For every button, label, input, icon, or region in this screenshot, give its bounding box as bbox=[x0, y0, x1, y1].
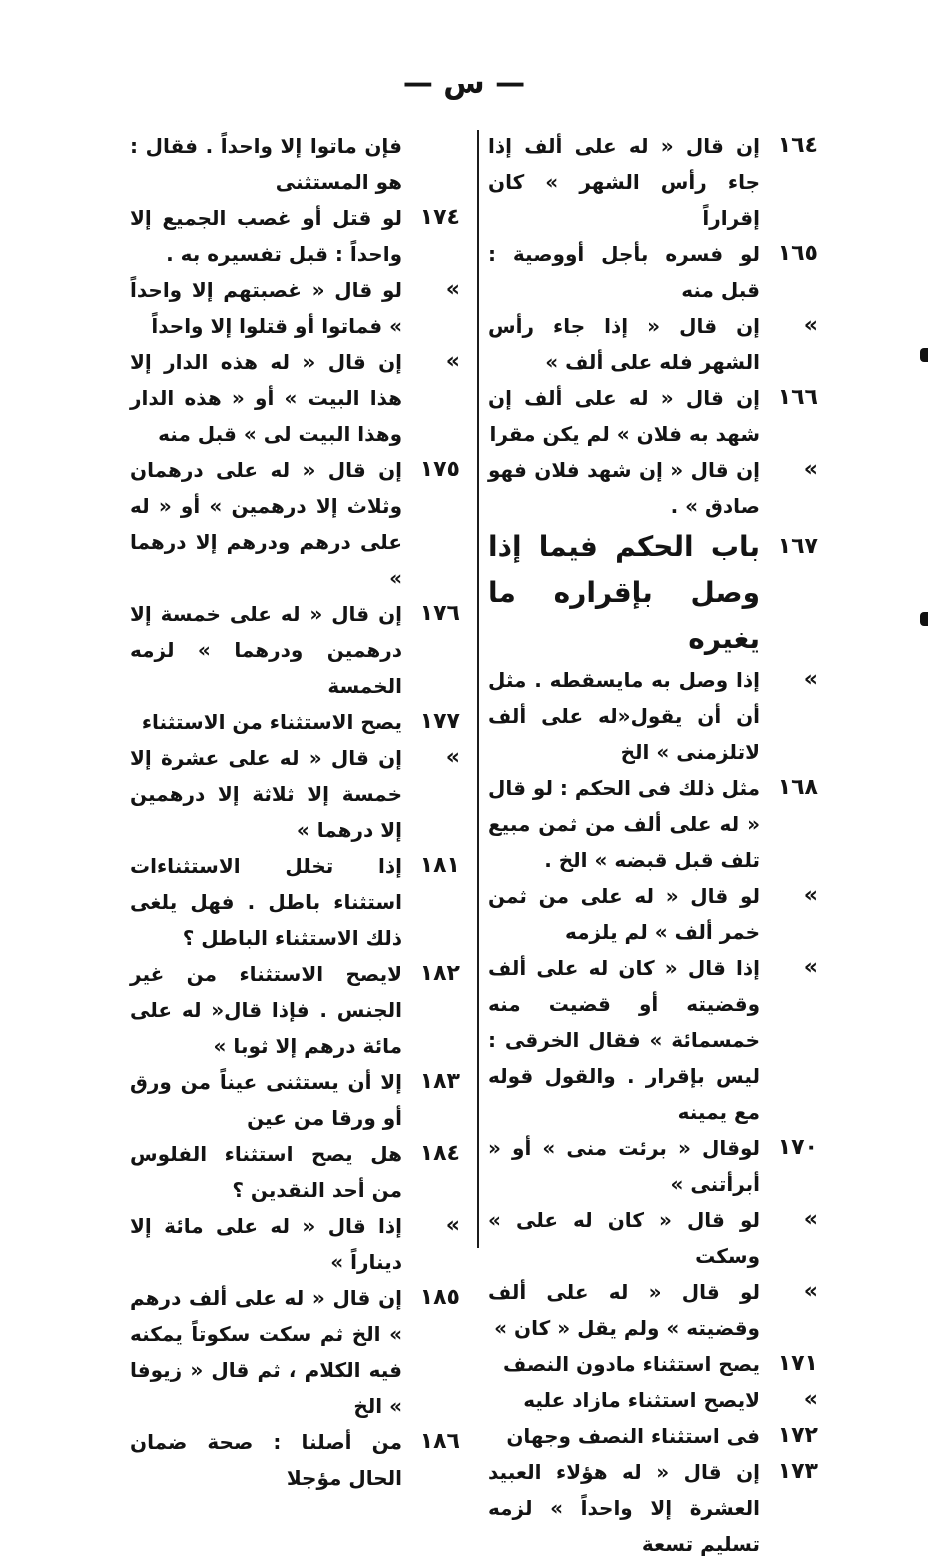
index-entry bbox=[488, 1454, 818, 1562]
entry-number: ١٦٨ bbox=[777, 775, 818, 800]
entry-text: لوقال « برئت منى » أو « أبرأتنى » bbox=[488, 1136, 760, 1196]
left-column bbox=[130, 128, 460, 1496]
entry-number: ١٨٦ bbox=[419, 1429, 460, 1454]
index-entry bbox=[130, 1280, 460, 1424]
index-entry bbox=[130, 956, 460, 1064]
entry-number: ١٦٤ bbox=[777, 133, 818, 158]
index-entry bbox=[488, 950, 818, 1130]
right-column bbox=[488, 128, 818, 1562]
entry-text: إن قال « له على ألف إن شهد به فلان » لم يكن مقرا bbox=[488, 386, 760, 446]
entry-text: لو قال « غصبتهم إلا واحداً » فماتوا أو قتلوا إلا واحداً bbox=[130, 278, 402, 338]
entry-number: « bbox=[803, 667, 818, 692]
entry-text: فإن ماتوا إلا واحداً . فقال : هو المستثنى bbox=[130, 134, 402, 194]
entry-text: إن قال « له على درهمان وثلاث إلا درهمين » أو « له على درهم ودرهم إلا درهما » bbox=[130, 458, 402, 590]
entry-text: مثل ذلك فى الحكم : لو قال « له على ألف من ثمن مبيع تلف قبل قبضه » الخ . bbox=[487, 776, 760, 872]
entry-text: إن قال « له على عشرة إلا خمسة إلا ثلاثة إلا درهمين إلا درهما » bbox=[130, 746, 402, 842]
column-divider bbox=[477, 130, 479, 1248]
entry-number: ١٦٦ bbox=[777, 385, 818, 410]
margin-mark bbox=[920, 612, 928, 626]
entry-number: « bbox=[445, 1213, 460, 1238]
entry-number: ١٨١ bbox=[419, 853, 460, 878]
index-entry bbox=[130, 596, 460, 704]
index-entry bbox=[488, 236, 818, 308]
entry-text: لو قتل أو غصب الجميع إلا واحداً : قبل تفسيره به . bbox=[130, 206, 402, 266]
entry-number: ١٨٤ bbox=[419, 1141, 460, 1166]
entry-number: ١٨٢ bbox=[419, 961, 460, 986]
index-entry bbox=[488, 380, 818, 452]
entry-text: إن قال « له هؤلاء العبيد العشرة إلا واحداً » لزمه تسليم تسعة bbox=[488, 1460, 760, 1556]
entry-text: لو قال « له على ألف وقضيته » ولم يقل « كان » bbox=[488, 1280, 760, 1340]
index-entry bbox=[130, 344, 460, 452]
index-entry bbox=[488, 452, 818, 524]
entry-number: ١٧٦ bbox=[419, 601, 460, 626]
index-entry bbox=[488, 1274, 818, 1346]
entry-text: إلا أن يستثنى عيناً من ورق أو ورقا من عين bbox=[130, 1070, 402, 1130]
entry-text: يصح استثناء مادون النصف bbox=[503, 1352, 760, 1376]
entry-text: إذا وصل به مايسقطه . مثل أن أن يقول«له على ألف لاتلزمنى » الخ bbox=[488, 668, 760, 764]
entry-number: ١٧٢ bbox=[777, 1423, 818, 1448]
index-entry bbox=[488, 128, 818, 236]
index-entry bbox=[130, 1064, 460, 1136]
index-entry bbox=[488, 770, 818, 878]
index-entry bbox=[130, 704, 460, 740]
entry-number: « bbox=[445, 745, 460, 770]
entry-text: باب الحكم فيما إذا وصل بإقراره ما يغيره bbox=[488, 530, 760, 655]
entry-text: يصح الاستثناء من الاستثناء bbox=[141, 710, 402, 734]
entry-number: « bbox=[803, 457, 818, 482]
index-entry bbox=[488, 1346, 818, 1382]
entry-text: إذا تخلل الاستثناءات استثناء باطل . فهل يلغى ذلك الاستثناء الباطل ؟ bbox=[130, 854, 402, 950]
page-marker: — س — bbox=[402, 66, 526, 101]
entry-text: إذا قال « له على مائة إلا ديناراً » bbox=[130, 1214, 402, 1274]
entry-number: ١٧٥ bbox=[419, 457, 460, 482]
margin-mark bbox=[920, 348, 928, 362]
entry-number: « bbox=[803, 955, 818, 980]
index-entry bbox=[130, 740, 460, 848]
entry-number: « bbox=[445, 277, 460, 302]
entry-number: « bbox=[803, 1279, 818, 1304]
entry-number: ١٧١ bbox=[777, 1351, 818, 1376]
entry-number: « bbox=[803, 313, 818, 338]
index-entry bbox=[488, 524, 818, 662]
index-entry bbox=[488, 1418, 818, 1454]
entry-number: ١٧٠ bbox=[777, 1135, 818, 1160]
index-entry bbox=[130, 848, 460, 956]
index-entry bbox=[488, 1202, 818, 1274]
index-entry bbox=[130, 452, 460, 596]
entry-number: « bbox=[803, 883, 818, 908]
index-entry bbox=[130, 1208, 460, 1280]
entry-number: ١٨٣ bbox=[419, 1069, 460, 1094]
entry-number: « bbox=[803, 1387, 818, 1412]
entry-text: إن قال « له على ألف إذا جاء رأس الشهر » كان إقراراً bbox=[488, 134, 760, 230]
index-entry bbox=[488, 308, 818, 380]
index-entry bbox=[488, 1130, 818, 1202]
index-entry bbox=[488, 662, 818, 770]
entry-text: فى استثناء النصف وجهان bbox=[506, 1424, 760, 1448]
entry-number: « bbox=[445, 349, 460, 374]
index-entry bbox=[130, 128, 460, 200]
entry-text: هل يصح استثناء الفلوس من أحد النقدين ؟ bbox=[130, 1142, 402, 1202]
entry-number: ١٧٧ bbox=[419, 709, 460, 734]
entry-text: إذا قال « كان له على ألف وقضيته أو قضيت منه خمسمائة » فقال الخرقى : ليس بإقرار . والقول قوله مع يمينه bbox=[488, 956, 760, 1124]
entry-text: إن قال « له على خمسة إلا درهمين ودرهما » لزمه الخمسة bbox=[130, 602, 402, 698]
entry-text: لو قال « له على من ثمن خمر ألف » لم يلزمه bbox=[488, 884, 760, 944]
entry-text: إن قال « إذا جاء رأس الشهر فله على ألف » bbox=[488, 314, 760, 374]
index-entry bbox=[130, 200, 460, 272]
entry-number: ١٧٣ bbox=[777, 1459, 818, 1484]
entry-number: ١٦٥ bbox=[777, 241, 818, 266]
entry-text: لايصح استثناء مازاد عليه bbox=[523, 1388, 760, 1412]
index-entry bbox=[488, 1382, 818, 1418]
entry-text: لو فسره بأجل أووصية : قبل منه bbox=[488, 242, 760, 302]
entry-text: إن قال « له على ألف درهم » الخ ثم سكت سكوتاً يمكنه فيه الكلام ، ثم قال « زيوفا » الخ bbox=[130, 1286, 402, 1418]
entry-text: إن قال « إن شهد فلان فهو صادق » . bbox=[488, 458, 760, 518]
entry-text: لو قال « كان له على » وسكت bbox=[488, 1208, 760, 1268]
index-entry bbox=[130, 1424, 460, 1496]
entry-number: « bbox=[803, 1207, 818, 1232]
entry-text: إن قال « له هذه الدار إلا هذا البيت » أو « هذه الدار وهذا البيت لى » قبل منه bbox=[130, 350, 402, 446]
entry-text: لايصح الاستثناء من غير الجنس . فإذا قال« له على مائة درهم إلا ثوبا » bbox=[130, 962, 402, 1058]
index-entry bbox=[130, 272, 460, 344]
entry-number: ١٧٤ bbox=[419, 205, 460, 230]
entry-number: ١٨٥ bbox=[419, 1285, 460, 1310]
entry-number: ١٦٧ bbox=[777, 534, 818, 559]
index-entry bbox=[488, 878, 818, 950]
index-entry bbox=[130, 1136, 460, 1208]
entry-text: من أصلنا : صحة ضمان الحال مؤجلا bbox=[130, 1430, 402, 1490]
